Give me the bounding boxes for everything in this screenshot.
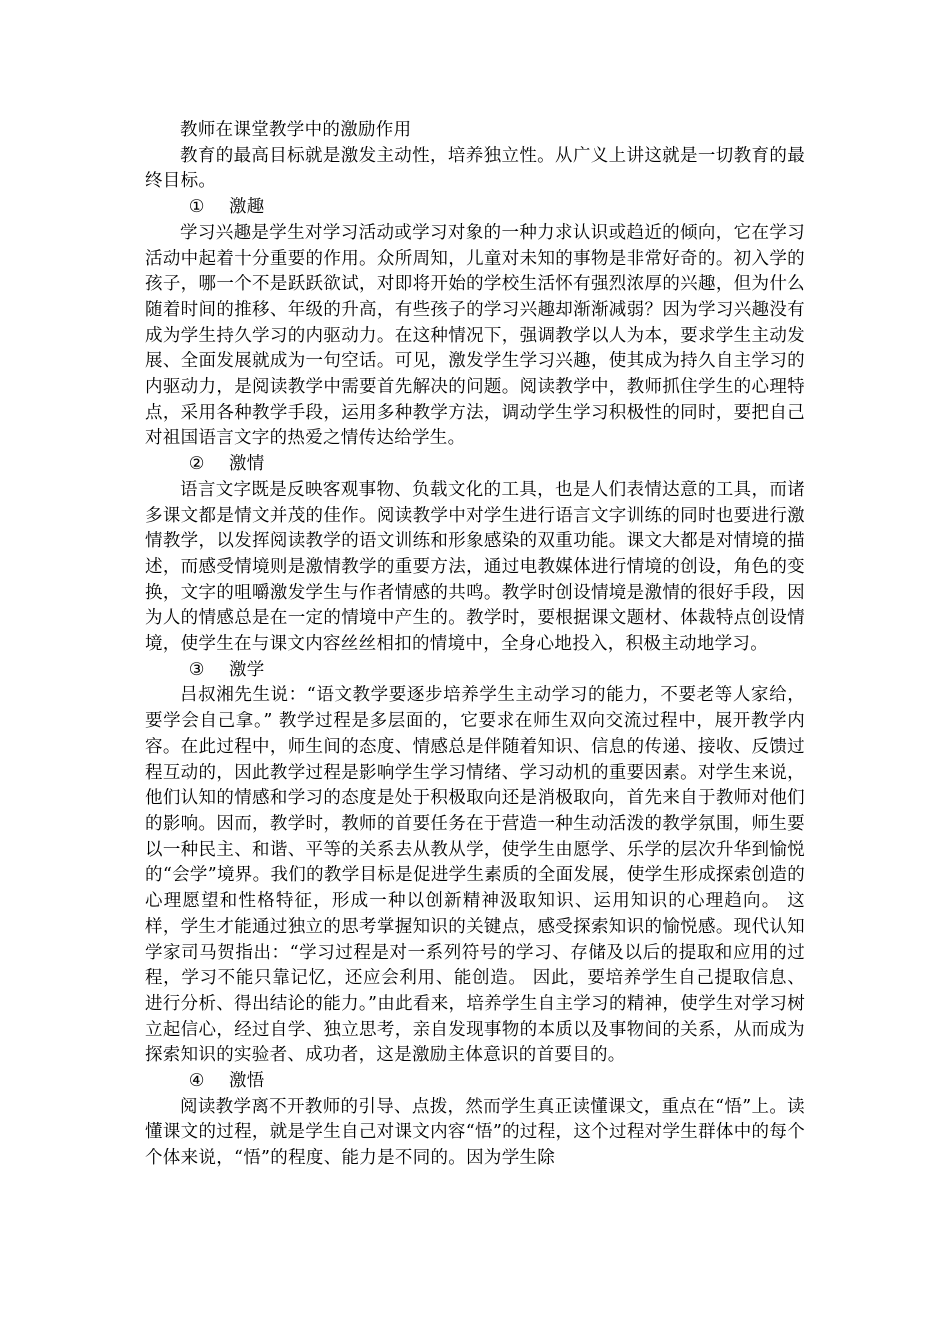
section-number: ④ (188, 1071, 205, 1092)
section-paragraph-2: 语言文字既是反映客观事物、负载文化的工具，也是人们表情达意的工具，而诸多课文都是情文并茂的佳作。阅读教学中对学生进行语言文字训练的同时也要进行激情教学，以发挥阅读教学的语文训练和形象感染的双重功能。课文大都是对情境的描述，而感受情境则是激情教学的重要方法，通过电教媒体进行情境的创设，角色的变换，文字的咀嚼激发学生与作者情感的共鸣。教学时创设情境是激情的很好手段，因为人的情感总是在一定的情境中产生的。教学时，要根据课文题材、体裁特点创设情境，使学生在与课文内容丝丝相扣的情境中，全身心地投入，积极主动地学习。 (145, 479, 805, 655)
intro-paragraph: 教育的最高目标就是激发主动性，培养独立性。从广义上讲这就是一切教育的最终目标。 (145, 145, 805, 192)
document-page (145, 118, 805, 1172)
section-number: ② (188, 454, 205, 475)
section-number: ③ (188, 659, 205, 680)
document-title: 教师在课堂教学中的激励作用 (180, 120, 412, 140)
section-title: 激情 (229, 454, 265, 475)
section-title: 激悟 (229, 1071, 265, 1092)
section-title: 激趣 (229, 197, 265, 218)
section-paragraph-3: 吕叔湘先生说：“语文教学要逐步培养学生主动学习的能力，不要老等人家给，要学会自己拿。” 教学过程是多层面的，它要求在师生双向交流过程中，展开教学内容。在此过程中，师生间的态度、情感总是伴随着知识、信息的传递、接收、反馈过程互动的，因此教学过程是影响学生学习情绪、学习动机的重要因素。对学生来说，他们认知的情感和学习的态度是处于积极取向还是消极取向，首先来自于教师对他们的影响。因而，教学时，教师的首要任务在于营造一种生动活泼的教学氛围，师生要以一种民主、和谐、平等的关系去从教从学，使学生由愿学、乐学的层次升华到愉悦的“会学”境界。我们的教学目标是促进学生素质的全面发展，使学生形成探索创造的心理愿望和性格特征，形成一种以创新精神汲取知识、运用知识的心理趋向。 这样，学生才能通过独立的思考掌握知识的关键点，感受探索知识的愉悦感。现代认知学家司马贺指出：“学习过程是对一系列符号的学习、存储及以后的提取和应用的过程，学习不能只靠记忆，还应会利用、能创造。 因此，要培养学生自己提取信息、进行分析、得出结论的能力。”由此看来，培养学生自主学习的精神，使学生对学习树立起信心，经过自学、独立思考，亲自发现事物的本质以及事物间的关系，从而成为探索知识的实验者、成功者，这是激励主体意识的首要目的。 (145, 685, 805, 1066)
section-heading-4 (145, 1069, 805, 1095)
section-heading-3 (145, 658, 805, 684)
section-paragraph-4: 阅读教学离不开教师的引导、点拨，然而学生真正读懂课文，重点在“悟”上。读懂课文的过程，就是学生自己对课文内容“悟”的过程，这个过程对学生群体中的每个个体来说，“悟”的程度、能力是不同的。因为学生除 (145, 1096, 805, 1169)
section-paragraph-1: 学习兴趣是学生对学习活动或学习对象的一种力求认识或趋近的倾向，它在学习活动中起着十分重要的作用。众所周知，儿童对未知的事物是非常好奇的。初入学的孩子，哪一个不是跃跃欲试，对即将开始的学校生活怀有强烈浓厚的兴趣，但为什么随着时间的推移、年级的升高，有些孩子的学习兴趣却渐渐减弱？因为学习兴趣没有成为学生持久学习的内驱动力。在这种情况下，强调教学以人为本，要求学生主动发展、全面发展就成为一句空话。可见，激发学生学习兴趣，使其成为持久自主学习的内驱动力，是阅读教学中需要首先解决的问题。阅读教学中，教师抓住学生的心理特点，采用各种教学手段，运用多种教学方法，调动学生学习积极性的同时，要把自己对祖国语言文字的热爱之情传达给学生。 (145, 222, 805, 449)
section-title: 激学 (229, 659, 265, 680)
section-heading-1 (145, 195, 805, 221)
section-heading-2 (145, 452, 805, 478)
section-number: ① (188, 197, 205, 218)
